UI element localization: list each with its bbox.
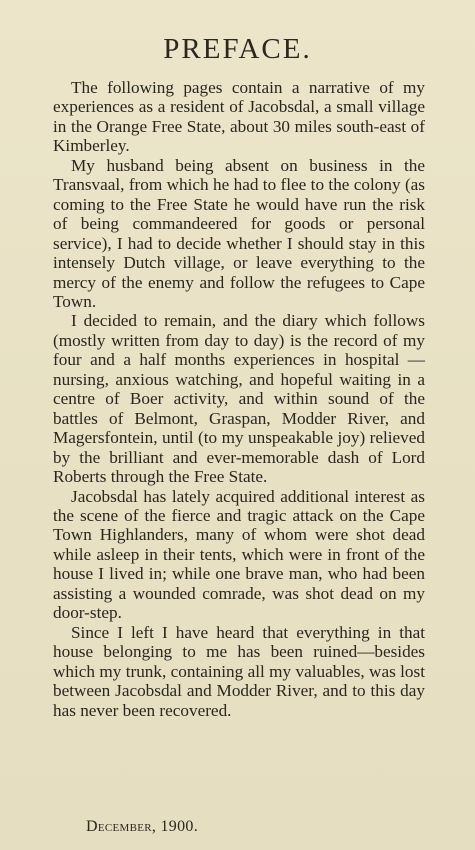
paragraph-4: Jacobsdal has lately acquired additional interest as the scene of the fierce and tragic attack on the Cape Town Highlanders, many of whom were shot dead while asleep in their tents, which were in front of the house I lived in; while one brave man, who had been assisting a wounded comrade, was shot dead on my door-step. xyxy=(53,486,425,623)
paragraph-1: The following pages contain a narrative of my experiences as a resident of Jacobsdal, a small village in the Orange Free State, about 30 miles south-east of Kimberley. xyxy=(53,78,425,156)
date-signature: December, 1900. xyxy=(86,818,199,835)
paragraph-5: Since I left I have heard that everything in that house belonging to me has been ruined—besides which my trunk, containing all my valuables, was lost between Jacobsdal and Modder River, and to this day has never been recovered. xyxy=(53,622,425,720)
preface-body xyxy=(53,78,425,720)
paragraph-2: My husband being absent on business in the Transvaal, from which he had to flee to the colony (as coming to the Free State he would have run the risk of being commandeered for goods or personal service), I had to decide whether I should stay in this intensely Dutch village, or leave everything to the mercy of the enemy and follow the refugees to Cape Town. xyxy=(53,155,425,311)
page-title: PREFACE. xyxy=(163,33,312,66)
paragraph-3: I decided to remain, and the diary which follows (mostly written from day to day) is the record of my four and a half months experiences in hospital — nursing, anxious watching, and hopeful waiting in a centre of Boer activity, and within sound of the battles of Belmont, Graspan, Modder River, and Magersfontein, until (to my unspeakable joy) relieved by the brilliant and ever-memorable dash of Lord Roberts through the Free State. xyxy=(53,311,425,487)
